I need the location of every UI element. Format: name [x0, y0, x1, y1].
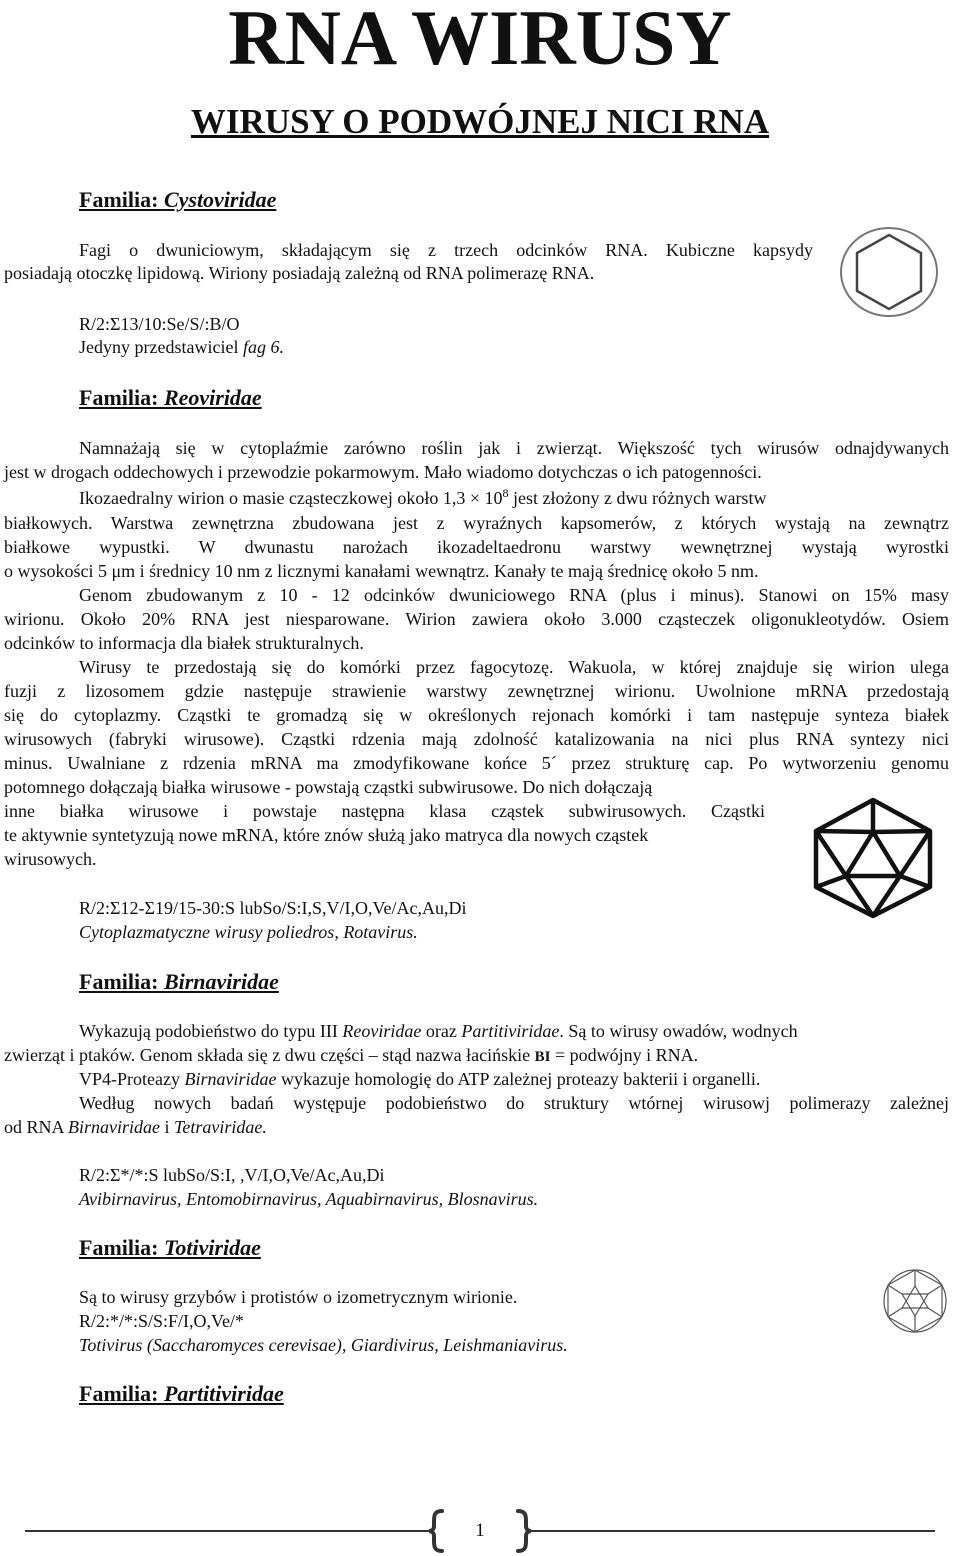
reo-text-line: odcinków to informacja dla białek strukturalnych.	[4, 633, 364, 653]
toti-text-line-1: Są to wirusy grzybów i protistów o izometrycznym wirionie.	[79, 1287, 518, 1307]
cysto-text-line-1: Fagi o dwuniciowym, składającym się z trzech odcinków RNA. Kubiczne kapsydy	[79, 240, 813, 260]
reo-text-line: potomnego dołączają białka wirusowe - powstają cząstki subwirusowe. Do nich dołączają	[4, 777, 653, 797]
cysto-text-line-2: posiadają otoczkę lipidową. Wiriony posiadają zależną od RNA polimerazę RNA.	[4, 263, 595, 283]
footer-rule-left	[25, 1530, 430, 1532]
reo-text-line-mass: Ikozaedralny wirion o masie cząsteczkowej około $1,3 \times 10^8$ jest złożony z dwu różnych warstw	[79, 486, 767, 508]
page-number: 1	[475, 1520, 485, 1541]
birna-text-line-5: od RNA Birnaviridae i Tetraviridae.	[4, 1117, 267, 1137]
reo-text-line: się do cytoplazmy. Cząstki te gromadzą się w określonych rejonach komórki i tam następuje synteza białek	[4, 705, 949, 725]
reo-text-line: jest w drogach oddechowych i przewodzie pokarmowym. Mało wiadomo dotychczas o ich patogenności.	[4, 462, 762, 482]
toti-formula: R/2:*/*:S/S:F/I,O,Ve/*	[79, 1311, 245, 1331]
birna-formula: R/2:Σ*/*:S lubSo/S:I, ,V/I,O,Ve/Ac,Au,Di	[79, 1165, 385, 1185]
wireframe-icosahedron-icon	[880, 1266, 950, 1336]
toti-examples: Totivirus (Saccharomyces cerevisae), Giardivirus, Leishmaniavirus.	[79, 1335, 568, 1355]
reo-text-line: wirusowych (fabryki wirusowe). Cząstki rdzenia mają zdolność katalizowania na nici plus RNA syntezy nici	[4, 729, 949, 749]
birna-text-line-4: Według nowych badań występuje podobieństwo do struktury wtórnej wirusowj polimerazy zależnej	[79, 1093, 949, 1113]
birna-examples: Avibirnavirus, Entomobirnavirus, Aquabirnavirus, Blosnavirus.	[79, 1189, 539, 1209]
reo-formula: R/2:Σ12-Σ19/15-30:S lubSo/S:I,S,V/I,O,Ve/Ac,Au,Di	[79, 898, 467, 918]
reo-text-line: wirionu. Około 20% RNA jest niesparowane. Wirion zawiera około 3.000 cząsteczek oligonukleotydów. Osiem	[4, 609, 949, 629]
heading-cystoviridae: Familia: Cystoviridae	[79, 187, 277, 212]
page-title: RNA WIRUSY	[228, 0, 732, 81]
reo-text-line: fuzji z lizosomem gdzie następuje strawienie warstwy zewnętrznej wirionu. Uwolnione mRNA przedostają	[4, 681, 949, 701]
reo-text-line: białkowe wypustki. W dwunastu narożach ikozadeltaedronu warstwy wewnętrznej wystają wyrostki	[4, 537, 949, 557]
reo-text-line: minus. Uwalniane z rdzenia mRNA ma zmodyfikowane końce 5´ przez strukturę cap. Po wytworzeniu genomu	[4, 753, 949, 773]
birna-text-line-1: Wykazują podobieństwo do typu III Reoviridae oraz Partitiviridae. Są to wirusy owadów, wodnych	[79, 1021, 798, 1041]
reo-examples: Cytoplazmatyczne wirusy poliedros, Rotavirus.	[79, 922, 418, 942]
birna-text-line-2: zwierząt i ptaków. Genom składa się z dwu części – stąd nazwa łacińskie BI = podwójny i RNA.	[4, 1045, 699, 1065]
reo-text-line: Genom zbudowanym z 10 - 12 odcinków dwuniciowego RNA (plus i minus). Stanowi on 15% masy	[79, 585, 949, 605]
reo-text-line: o wysokości 5 μm i średnicy 10 nm z licznymi kanałami wewnątrz. Kanały te mają średnicę około 5 nm.	[4, 561, 759, 581]
reo-text-line: Namnażają się w cytoplaźmie zarówno roślin jak i zwierząt. Większość tych wirusów odnajdywanych	[79, 438, 949, 458]
reo-text-line: te aktywnie syntetyzują nowe mRNA, które znów służą jako matryca dla nowych cząstek	[4, 825, 649, 845]
reo-text-line: Wirusy te przedostają się do komórki przez fagocytozę. Wakuola, w której znajduje się wirion ulega	[79, 657, 949, 677]
cysto-representative: Jedyny przedstawiciel fag 6.	[79, 337, 284, 357]
reo-text-line: wirusowych.	[4, 849, 97, 869]
icosahedron-virion-icon	[806, 796, 940, 920]
heading-reoviridae: Familia: Reoviridae	[79, 385, 262, 410]
heading-birnaviridae: Familia: Birnaviridae	[79, 969, 279, 994]
footer-rule-right	[530, 1530, 935, 1532]
cysto-formula: R/2:Σ13/10:Se/S/:B/O	[79, 314, 240, 334]
heading-partitiviridae: Familia: Partitiviridae	[79, 1381, 284, 1406]
hexagon-virion-icon	[838, 224, 942, 320]
heading-totiviridae: Familia: Totiviridae	[79, 1235, 261, 1260]
reo-text-line: białkowych. Warstwa zewnętrzna zbudowana jest z wyraźnych kapsomerów, z których wystają na zewnątrz	[4, 513, 949, 533]
birna-text-line-3: VP4-Proteazy Birnaviridae wykazuje homologię do ATP zależnej proteazy bakterii i organelli.	[79, 1069, 761, 1089]
page-subtitle: WIRUSY O PODWÓJNEJ NICI RNA	[190, 102, 770, 141]
reo-text-line: inne białka wirusowe i powstaje następna klasa cząstek subwirusowych. Cząstki	[4, 801, 765, 821]
